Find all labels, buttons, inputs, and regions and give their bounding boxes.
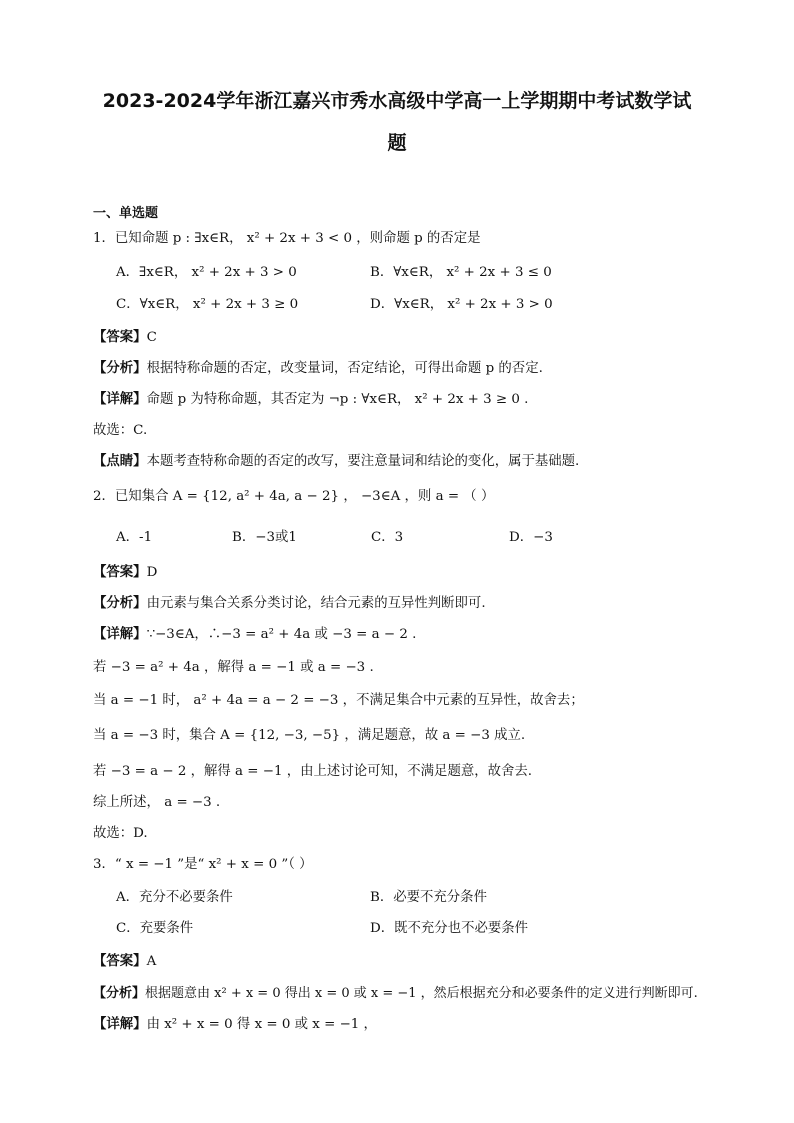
q1-answer-value: C — [146, 330, 157, 345]
q3-answer — [93, 955, 156, 968]
q2-line-2: 当 a = −1 时， a² + 4a = a − 2 = −3 ，不满足集合中元素的互异性，故舍去； — [93, 693, 584, 708]
q3-analysis-text: 根据题意由 x² + x = 0 得出 x = 0 或 x = −1 ，然后根据充分和必要条件的定义进行判断即可. — [145, 986, 698, 1001]
section-heading: 一、单选题 — [93, 206, 159, 221]
q1-analysis-text: 根据特称命题的否定，改变量词，否定结论，可得出命题 p 的否定. — [146, 361, 543, 376]
q2-answer — [93, 566, 157, 579]
answer-tag: 【答案】 — [93, 954, 147, 969]
q1-option-b: B．∀x∈R， x² + 2x + 3 ≤ 0 — [370, 265, 552, 280]
q2-line-4: 若 −3 = a − 2 ，解得 a = −1 ，由上述讨论可知，不满足题意，故舍去. — [93, 764, 533, 779]
q3-option-a: A．充分不必要条件 — [116, 890, 233, 905]
q3-option-b: B．必要不充分条件 — [370, 890, 487, 905]
q3-analysis — [93, 987, 698, 1000]
detail-tag: 【详解】 — [93, 392, 147, 407]
q2-option-c: C．3 — [371, 530, 404, 545]
q3-detail-text: 由 x² + x = 0 得 x = 0 或 x = −1 ， — [146, 1017, 377, 1032]
q2-detail — [93, 628, 416, 641]
q1-detail — [93, 393, 528, 406]
answer-tag: 【答案】 — [93, 565, 147, 580]
q1-comment — [93, 455, 579, 468]
q1-option-a: A．∃x∈R， x² + 2x + 3 > 0 — [116, 265, 297, 280]
comment-tag: 【点睛】 — [93, 454, 147, 469]
q3-stem: 3．“ x = −1 ”是“ x² + x = 0 ”（ ） — [93, 857, 313, 872]
answer-tag: 【答案】 — [93, 330, 147, 345]
q3-option-d: D．既不充分也不必要条件 — [370, 921, 529, 936]
analysis-tag: 【分析】 — [93, 986, 146, 1001]
detail-tag: 【详解】 — [93, 627, 147, 642]
analysis-tag: 【分析】 — [93, 361, 147, 376]
q2-analysis — [93, 597, 486, 610]
q2-option-b: B．−3或1 — [232, 530, 297, 545]
q2-answer-value: D — [146, 565, 158, 580]
q2-stem: 2．已知集合 A = {12, a² + 4a, a − 2} ， −3∈A ，则 a = （ ） — [93, 489, 495, 504]
q2-option-a: A．-1 — [116, 530, 153, 545]
q2-line-5: 综上所述， a = −3 . — [93, 795, 221, 810]
q2-line-1: 若 −3 = a² + 4a ，解得 a = −1 或 a = −3 . — [93, 660, 374, 675]
analysis-tag: 【分析】 — [93, 596, 147, 611]
q1-comment-text: 本题考查特称命题的否定的改写，要注意量词和结论的变化，属于基础题. — [146, 454, 580, 469]
q2-line-3: 当 a = −3 时，集合 A = {12, −3, −5} ，满足题意，故 a = −3 成立. — [93, 728, 526, 743]
q1-detail-text: 命题 p 为特称命题，其否定为 ¬p : ∀x∈R， x² + 2x + 3 ≥ 0 . — [146, 392, 529, 407]
q1-choose: 故选：C. — [93, 423, 148, 438]
q1-stem: 1．已知命题 p : ∃x∈R， x² + 2x + 3 < 0 ，则命题 p 的否定是 — [93, 231, 481, 246]
q2-choose: 故选：D. — [93, 826, 148, 841]
page-title-line-1: 2023-2024学年浙江嘉兴市秀水高级中学高一上学期期中考试数学试 — [102, 90, 692, 112]
q3-option-c: C．充要条件 — [116, 921, 194, 936]
q1-answer — [93, 331, 157, 344]
q2-option-d: D．−3 — [509, 530, 553, 545]
detail-tag: 【详解】 — [93, 1017, 147, 1032]
q3-detail — [93, 1018, 377, 1031]
q3-answer-value: A — [146, 954, 157, 969]
q2-analysis-text: 由元素与集合关系分类讨论，结合元素的互异性判断即可. — [146, 596, 486, 611]
q1-option-c: C．∀x∈R， x² + 2x + 3 ≥ 0 — [116, 297, 299, 312]
q2-detail-text: ∵−3∈A，∴−3 = a² + 4a 或 −3 = a − 2 . — [146, 627, 417, 642]
q1-option-d: D．∀x∈R， x² + 2x + 3 > 0 — [370, 297, 553, 312]
page-title-line-2: 题 — [387, 132, 407, 154]
q1-analysis — [93, 362, 543, 375]
